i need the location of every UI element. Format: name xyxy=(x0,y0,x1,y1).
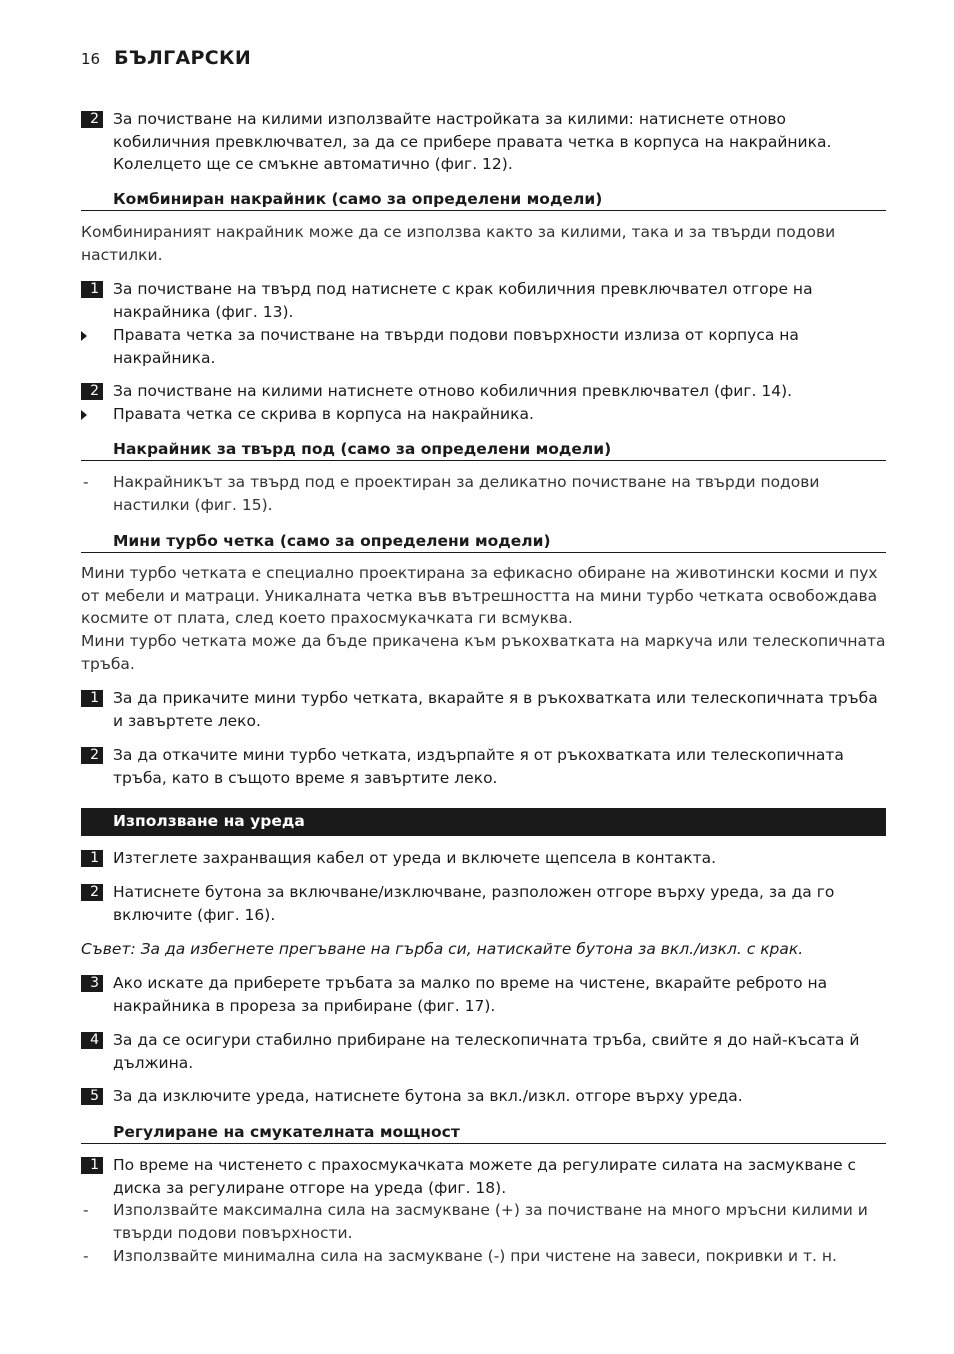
section-heading-text: Комбиниран накрайник (само за определени модели) xyxy=(113,190,603,208)
note-text: Използвайте минимална сила на засмукване (-) при чистене на завеси, покривки и т. н. xyxy=(113,1247,837,1265)
page-number: 16 xyxy=(81,50,101,68)
step-number-badge: 5 xyxy=(81,1088,103,1105)
step-number-badge: 2 xyxy=(81,884,103,901)
result-arrow-icon xyxy=(81,410,87,420)
section-heading-suction-power xyxy=(81,1119,886,1144)
step-text: За да се осигури стабилно прибиране на телескопичната тръба, свийте я до най-късата й дължина. xyxy=(113,1031,860,1072)
dash-mark: - xyxy=(83,1247,89,1265)
result-text: Правата четка се скрива в корпуса на накрайника. xyxy=(113,405,534,423)
note-min-suction xyxy=(81,1245,887,1268)
section-bar-text: Използване на уреда xyxy=(113,812,305,830)
section-heading-text: Накрайник за твърд под (само за определени модели) xyxy=(113,440,612,458)
step-text: Натиснете бутона за включване/изключване, разположен отгоре върху уреда, за да го включите (фиг. 16). xyxy=(113,883,835,924)
step-adjust-suction xyxy=(81,1154,887,1199)
step-number-badge: 1 xyxy=(81,850,103,867)
step-text: За да изключите уреда, натиснете бутона за вкл./изкл. отгоре върху уреда. xyxy=(113,1087,743,1105)
step-park-tube xyxy=(81,972,887,1017)
tip-text: Съвет: За да избегнете прегъване на гърба си, натискайте бутона за вкл./изкл. с крак. xyxy=(81,940,804,958)
step-attach-mini-turbo xyxy=(81,687,887,732)
step-text: За почистване на килими използвайте настройката за килими: натиснете отново кобиличния превключвател, за да се прибере правата четка в корпуса на накрайника. Колелцето ще се смъкне автоматично (фиг. 12). xyxy=(113,110,832,173)
step-number-badge: 2 xyxy=(81,383,103,400)
note-hard-floor-nozzle xyxy=(81,471,887,516)
step-text: За почистване на килими натиснете отново кобиличния превключвател (фиг. 14). xyxy=(113,382,793,400)
note-text: Накрайникът за твърд под е проектиран за деликатно почистване на твърди подови настилки (фиг. 15). xyxy=(113,473,820,514)
dash-mark: - xyxy=(83,473,89,491)
paragraph-mini-turbo-attach: Мини турбо четката може да бъде прикачена към ръкохватката на маркуча или телескопичната тръба. xyxy=(81,632,886,673)
result-text: Правата четка за почистване на твърди подови повърхности излиза от корпуса на накрайника. xyxy=(113,326,799,367)
step-number-badge: 4 xyxy=(81,1032,103,1049)
step-text: Ако искате да приберете тръбата за малко по време на чистене, вкарайте реброто на накрайника в прореза за прибиране (фиг. 17). xyxy=(113,974,828,1015)
step-detach-mini-turbo xyxy=(81,744,887,789)
page-title: БЪЛГАРСКИ xyxy=(114,47,252,69)
step-text: Изтеглете захранващия кабел от уреда и включете щепсела в контакта. xyxy=(113,849,717,867)
step-number-badge: 2 xyxy=(81,747,103,764)
page-header xyxy=(81,47,251,69)
section-bar-using-appliance xyxy=(81,808,886,836)
step-text: За почистване на твърд под натиснете с крак кобиличния превключвател отгоре на накрайника (фиг. 13). xyxy=(113,280,813,321)
step-shorten-tube xyxy=(81,1029,887,1074)
step-plug-in xyxy=(81,847,887,870)
note-text: Използвайте максимална сила на засмукване (+) за почистване на много мръсни килими и твърди подови повърхности. xyxy=(113,1201,868,1242)
step-carpet-rocker xyxy=(81,380,887,403)
section-heading-hard-floor-nozzle xyxy=(81,436,886,461)
step-number-badge: 1 xyxy=(81,281,103,298)
step-carpet-setting xyxy=(81,108,887,176)
step-number-badge: 1 xyxy=(81,690,103,707)
step-text: За да откачите мини турбо четката, издърпайте я от ръкохватката или телескопичната тръба, като в същото време я завъртите леко. xyxy=(113,746,844,787)
step-number-badge: 2 xyxy=(81,111,103,128)
step-switch-on xyxy=(81,881,887,926)
result-arrow-icon xyxy=(81,331,87,341)
result-brush-hidden xyxy=(81,403,887,426)
note-max-suction xyxy=(81,1199,887,1244)
step-switch-off xyxy=(81,1085,887,1108)
step-text: По време на чистенето с прахосмукачката можете да регулирате силата на засмукване с диска за регулиране отгоре на уреда (фиг. 18). xyxy=(113,1156,857,1197)
section-heading-text: Регулиране на смукателната мощност xyxy=(113,1123,460,1141)
result-hard-floor-brush xyxy=(81,324,887,369)
paragraph-mini-turbo-intro: Мини турбо четката е специално проектирана за ефикасно обиране на животински косми и пух от мебели и матраци. Уникалната четка във вътрешността на мини турбо четката освобождава космите от плата, след което прахосмукачката ги всмуква. xyxy=(81,564,878,627)
dash-mark: - xyxy=(83,1201,89,1219)
section-heading-combined-nozzle xyxy=(81,186,886,211)
section-heading-mini-turbo-brush xyxy=(81,528,886,553)
section-heading-text: Мини турбо четка (само за определени модели) xyxy=(113,532,551,550)
step-number-badge: 3 xyxy=(81,975,103,992)
step-hard-floor xyxy=(81,278,887,323)
paragraph-combined-nozzle: Комбинираният накрайник може да се използва както за килими, така и за твърди подови настилки. xyxy=(81,223,836,264)
step-number-badge: 1 xyxy=(81,1157,103,1174)
step-text: За да прикачите мини турбо четката, вкарайте я в ръкохватката или телескопичната тръба и завъртете леко. xyxy=(113,689,878,730)
